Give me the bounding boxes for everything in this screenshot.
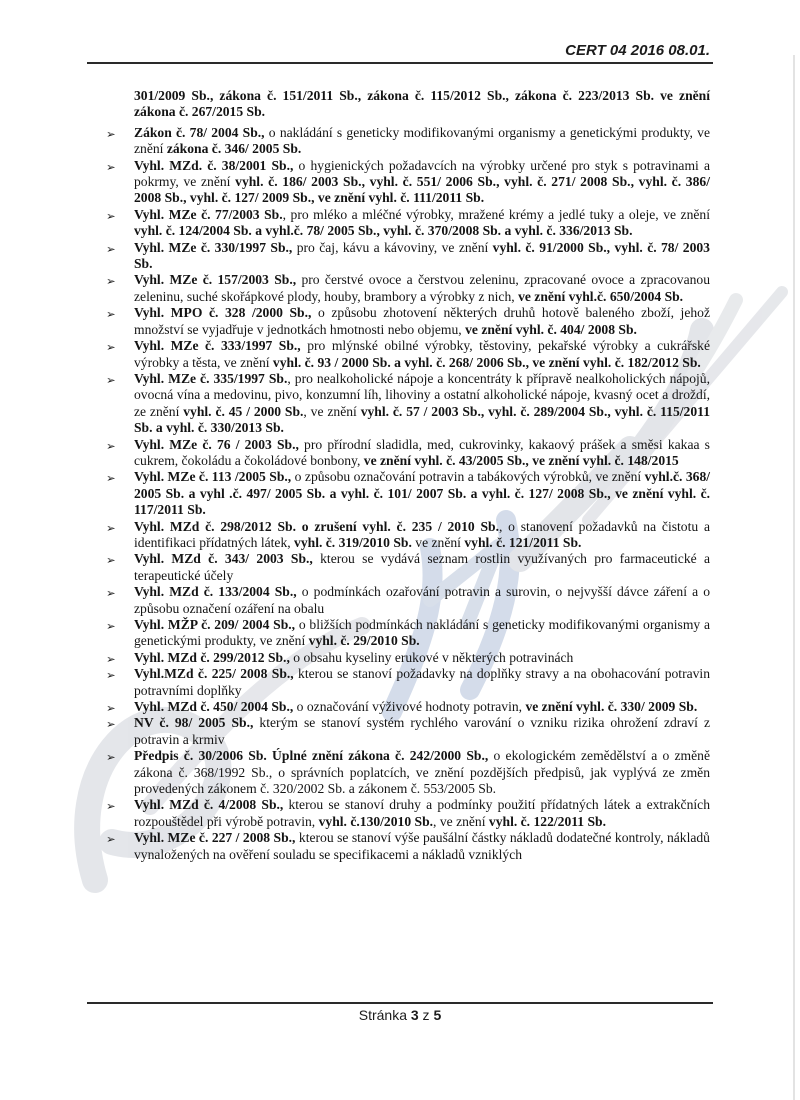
text-run: pro čaj, kávu a kávoviny, ve znění <box>292 239 493 255</box>
text-run: kterou se stanoví druhy a podmínky použití přídatných látek a extrakčních rozpouštědel při výrobě potravin, <box>134 797 710 829</box>
page-footer <box>0 1007 800 1023</box>
list-item-text <box>134 272 710 303</box>
list-item-text <box>134 125 710 156</box>
text-run: o ekologickém zemědělství a o změně zákona č. 368/1992 Sb., o správních poplatcích, ve znění pozdějších předpisů, jak vyplývá ze změn provedených zákonem č. 320/2002 Sb. a zákonem č. 553/2005 Sb. <box>134 748 710 797</box>
list-item-text <box>134 617 710 648</box>
bold-text-run: ve znění vyhl. č. 330/ 2009 Sb. <box>525 699 698 715</box>
list-item <box>90 371 710 437</box>
list-item <box>90 830 710 863</box>
text-run: o bližších podmínkách nakládání s geneticky modifikovanými organismy a genetickými produkty, ve znění <box>134 617 710 649</box>
bold-text-run: vyhl. č. 121/2011 Sb. <box>464 534 582 550</box>
arrow-bullet-icon: ➢ <box>106 520 116 535</box>
text-run: o hygienických požadavcích na výrobky určené pro styk s potravinami a pokrmy, ve znění <box>134 157 710 190</box>
text-run: kterou se vydává seznam rostlin využívaných pro farmaceutické a terapeutické účely <box>134 551 710 583</box>
arrow-bullet-icon: ➢ <box>106 701 116 716</box>
list-item-text <box>134 699 697 714</box>
text-run: ve znění <box>411 534 465 550</box>
bold-text-run: vyhl. č.130/2010 Sb. <box>318 813 434 829</box>
text-run: , ve znění <box>303 403 361 419</box>
text-run: , pro mléko a mléčné výrobky, mražené krémy a jedlé tuky a oleje, ve znění <box>282 206 710 222</box>
list-item <box>90 125 710 158</box>
arrow-bullet-icon: ➢ <box>106 372 116 387</box>
arrow-bullet-icon: ➢ <box>106 241 116 256</box>
list-item-text <box>134 650 573 665</box>
intro-paragraph <box>134 88 710 121</box>
bold-text-run: Vyhl. MZe č. 335/1997 Sb. <box>134 370 288 386</box>
bold-text-run: Vyhl. MZe č. 76 / 2003 Sb., <box>134 436 299 452</box>
text-run: o způsobu označování potravin a tabákových výrobků, ve znění <box>291 469 645 485</box>
list-item <box>90 519 710 552</box>
text-run: o nakládání s geneticky modifikovanými organismy a genetickými produkty, ve znění <box>134 124 710 157</box>
bold-text-run: Vyhl. MZd č. 133/2004 Sb., <box>134 584 297 600</box>
bold-text-run: vyhl. č. 45 / 2000 Sb. <box>183 403 304 419</box>
list-item <box>90 272 710 305</box>
list-item <box>90 715 710 748</box>
list-item-text <box>134 519 710 550</box>
bold-text-run: vyhl. č. 319/2010 Sb. <box>294 534 412 550</box>
arrow-bullet-icon: ➢ <box>106 340 116 355</box>
list-item-text <box>134 158 710 206</box>
list-item <box>90 437 710 470</box>
arrow-bullet-icon: ➢ <box>106 586 116 601</box>
bold-text-run: Vyhl. MZe č. 227 / 2008 Sb., <box>134 830 296 846</box>
list-item <box>90 207 710 240</box>
bold-text-run: ve znění vyhl. č. 43/2005 Sb., ve znění vyhl. č. 148/2015 <box>363 452 679 468</box>
arrow-bullet-icon: ➢ <box>106 159 116 174</box>
arrow-bullet-icon: ➢ <box>106 471 116 486</box>
arrow-bullet-icon: ➢ <box>106 668 116 683</box>
list-item-text <box>134 715 710 746</box>
list-item-text <box>134 584 710 615</box>
footer-separator: z <box>418 1007 434 1023</box>
regulation-list <box>90 125 710 863</box>
bold-text-run: vyhl. č. 57 / 2003 Sb., vyhl. č. 289/2004 Sb., vyhl. č. 115/2011 Sb. a vyhl. č. 330/2013 Sb. <box>134 403 710 436</box>
bold-text-run: vyhl. č. 91/2000 Sb., vyhl. č. 78/ 2003 Sb. <box>134 239 710 272</box>
arrow-bullet-icon: ➢ <box>106 208 116 223</box>
text-run: kterým se stanoví systém rychlého varování o vzniku rizika ohrožení zdraví z potravin a krmiv <box>134 715 710 747</box>
list-item-text <box>134 666 710 697</box>
text-run: pro přírodní sladidla, med, cukrovinky, kakaový prášek a směsi kakaa s cukrem, čokoládu a čokoládové bonbony, <box>134 436 710 468</box>
list-item-text <box>134 305 710 336</box>
bold-text-run: Vyhl. MZd č. 343/ 2003 Sb., <box>134 551 313 567</box>
bold-text-run: ve znění vyhl. č. 404/ 2008 Sb. <box>465 321 637 337</box>
bold-text-run: Předpis č. 30/2006 Sb. Úplné znění zákona č. 242/2000 Sb., <box>134 748 489 764</box>
document-body <box>90 88 710 863</box>
bold-text-run: Zákon č. 78/ 2004 Sb., <box>134 124 265 140</box>
arrow-bullet-icon: ➢ <box>106 274 116 289</box>
bold-text-run: Vyhl. MZe č. 333/1997 Sb., <box>134 338 301 354</box>
bold-text-run: ve znění vyhl.č. 650/2004 Sb. <box>518 288 684 304</box>
footer-rule <box>87 1002 713 1004</box>
list-item <box>90 666 710 699</box>
list-item-text <box>134 437 710 468</box>
bold-text-run: Vyhl. MPO č. 328 /2000 Sb., <box>134 305 312 321</box>
text-run: pro mlýnské obilné výrobky, těstoviny, pekařské výrobky a cukrářské výrobky a těsta, ve znění <box>134 338 710 370</box>
arrow-bullet-icon: ➢ <box>106 553 116 568</box>
arrow-bullet-icon: ➢ <box>106 438 116 453</box>
bold-text-run: vyhl. č. 93 / 2000 Sb. a vyhl. č. 268/ 2006 Sb., ve znění vyhl. č. 182/2012 Sb. <box>272 354 701 370</box>
text-run: o označování výživové hodnoty potravin, <box>293 699 526 715</box>
list-item <box>90 158 710 207</box>
list-item-text <box>134 338 710 369</box>
list-item-text <box>134 748 710 796</box>
header-rule <box>87 62 713 64</box>
bold-text-run: Vyhl. MZe č. 77/2003 Sb. <box>134 206 283 222</box>
list-item <box>90 338 710 371</box>
bold-text-run: Vyhl. MZd č. 299/2012 Sb., <box>134 649 290 665</box>
text-run: kterou se stanoví požadavky na doplňky stravy a na obohacování potravin potravními doplňky <box>134 666 710 698</box>
bold-text-run: vyhl. č. 29/2010 Sb. <box>308 633 420 649</box>
list-item <box>90 748 710 797</box>
page-header-code: CERT 04 2016 08.01. <box>565 42 710 59</box>
arrow-bullet-icon: ➢ <box>106 799 116 814</box>
list-item <box>90 797 710 830</box>
text-run: pro čerstvé ovoce a čerstvou zeleninu, zpracované ovoce a zpracovanou zeleninu, suché skořápkové plody, houby, brambory a výrobky z nich, <box>134 272 710 304</box>
bold-text-run: Vyhl. MZd č. 4/2008 Sb., <box>134 797 284 813</box>
bold-text-run: Vyhl. MŽP č. 209/ 2004 Sb., <box>134 617 296 632</box>
arrow-bullet-icon: ➢ <box>106 126 116 141</box>
bold-text-run: zákona č. 346/ 2005 Sb. <box>166 141 302 157</box>
arrow-bullet-icon: ➢ <box>106 750 116 765</box>
text-run: o způsobu zhotovení některých druhů hotově baleného zboží, jehož množství se vyjadřuje v jednotkách hmotnosti nebo objemu, <box>134 305 710 337</box>
scan-edge-artifact <box>793 55 795 1100</box>
list-item <box>90 240 710 273</box>
text-run: , ve znění <box>433 813 489 829</box>
text-run: , o stanovení požadavků na čistotu a identifikaci přídatných látek, <box>134 518 710 550</box>
list-item-text <box>134 240 710 271</box>
list-item <box>90 305 710 338</box>
text-run: kterou se stanoví výše paušální částky nákladů dodatečné kontroly, nákladů vynaložených na ověření souladu se specifikacemi a nákladů vzniklých <box>134 830 710 862</box>
list-item <box>90 617 710 650</box>
arrow-bullet-icon: ➢ <box>106 717 116 732</box>
list-item-text <box>134 469 710 517</box>
list-item <box>90 650 710 666</box>
text-run: o obsahu kyseliny erukové v některých potravinách <box>289 649 574 665</box>
arrow-bullet-icon: ➢ <box>106 651 116 666</box>
footer-label: Stránka <box>358 1007 411 1023</box>
text-run: , pro nealkoholické nápoje a koncentráty k přípravě nealkoholických nápojů, ovocná vína a medovinu, pivo, konzumní líh, lihoviny a ostatní alkoholické nápoje, kvasný ocet a droždí, ze znění <box>134 370 711 419</box>
footer-page-number: 3 <box>410 1007 419 1023</box>
list-item <box>90 584 710 617</box>
bold-text-run: NV č. 98/ 2005 Sb., <box>134 715 254 731</box>
bold-text-run: Vyhl. MZd č. 298/2012 Sb. o zrušení vyhl. č. 235 / 2010 Sb. <box>134 518 499 534</box>
list-item <box>90 551 710 584</box>
list-item-text <box>134 371 710 435</box>
bold-text-run: Vyhl.MZd č. 225/ 2008 Sb., <box>134 666 294 682</box>
bold-text-run: Vyhl. MZd č. 450/ 2004 Sb., <box>134 699 294 715</box>
text-run: o podmínkách ozařování potravin a surovin, o nejvyšší dávce záření a o způsobu označení ozáření na obalu <box>134 584 710 616</box>
list-item-text <box>134 207 710 238</box>
footer-page-total: 5 <box>433 1007 442 1023</box>
list-item <box>90 469 710 518</box>
bold-text-run: vyhl.č. 368/ 2005 Sb. a vyhl .č. 497/ 2005 Sb. a vyhl. č. 101/ 2007 Sb. a vyhl. č. 127/ 2008 Sb., ve znění vyhl. č. 117/2011 Sb. <box>134 469 711 518</box>
bold-text-run: 301/2009 Sb., zákona č. 151/2011 Sb., zákona č. 115/2012 Sb., zákona č. 223/2013 Sb. ve znění zákona č. 267/2015 Sb. <box>134 88 710 120</box>
bold-text-run: Vyhl. MZe č. 113 /2005 Sb., <box>134 469 292 485</box>
bold-text-run: vyhl. č. 122/2011 Sb. <box>488 813 607 829</box>
arrow-bullet-icon: ➢ <box>106 619 116 633</box>
bold-text-run: Vyhl. MZe č. 330/1997 Sb., <box>134 239 293 255</box>
bold-text-run: Vyhl. MZe č. 157/2003 Sb., <box>134 272 297 288</box>
arrow-bullet-icon: ➢ <box>106 307 116 322</box>
list-item-text <box>134 797 710 828</box>
bold-text-run: vyhl. č. 124/2004 Sb. a vyhl.č. 78/ 2005 Sb., vyhl. č. 370/2008 Sb. a vyhl. č. 336/2013 Sb. <box>134 223 633 239</box>
list-item <box>90 699 710 715</box>
bold-text-run: Vyhl. MZd. č. 38/2001 Sb., <box>134 157 294 173</box>
bold-text-run: vyhl. č. 186/ 2003 Sb., vyhl. č. 551/ 2006 Sb., vyhl. č. 271/ 2008 Sb., vyhl. č. 386/ 2008 Sb., vyhl. č. 127/ 2009 Sb., ve znění vyhl. č. 111/2011 Sb. <box>134 174 710 206</box>
list-item-text <box>134 830 710 861</box>
list-item-text <box>134 551 710 582</box>
arrow-bullet-icon: ➢ <box>106 832 116 847</box>
